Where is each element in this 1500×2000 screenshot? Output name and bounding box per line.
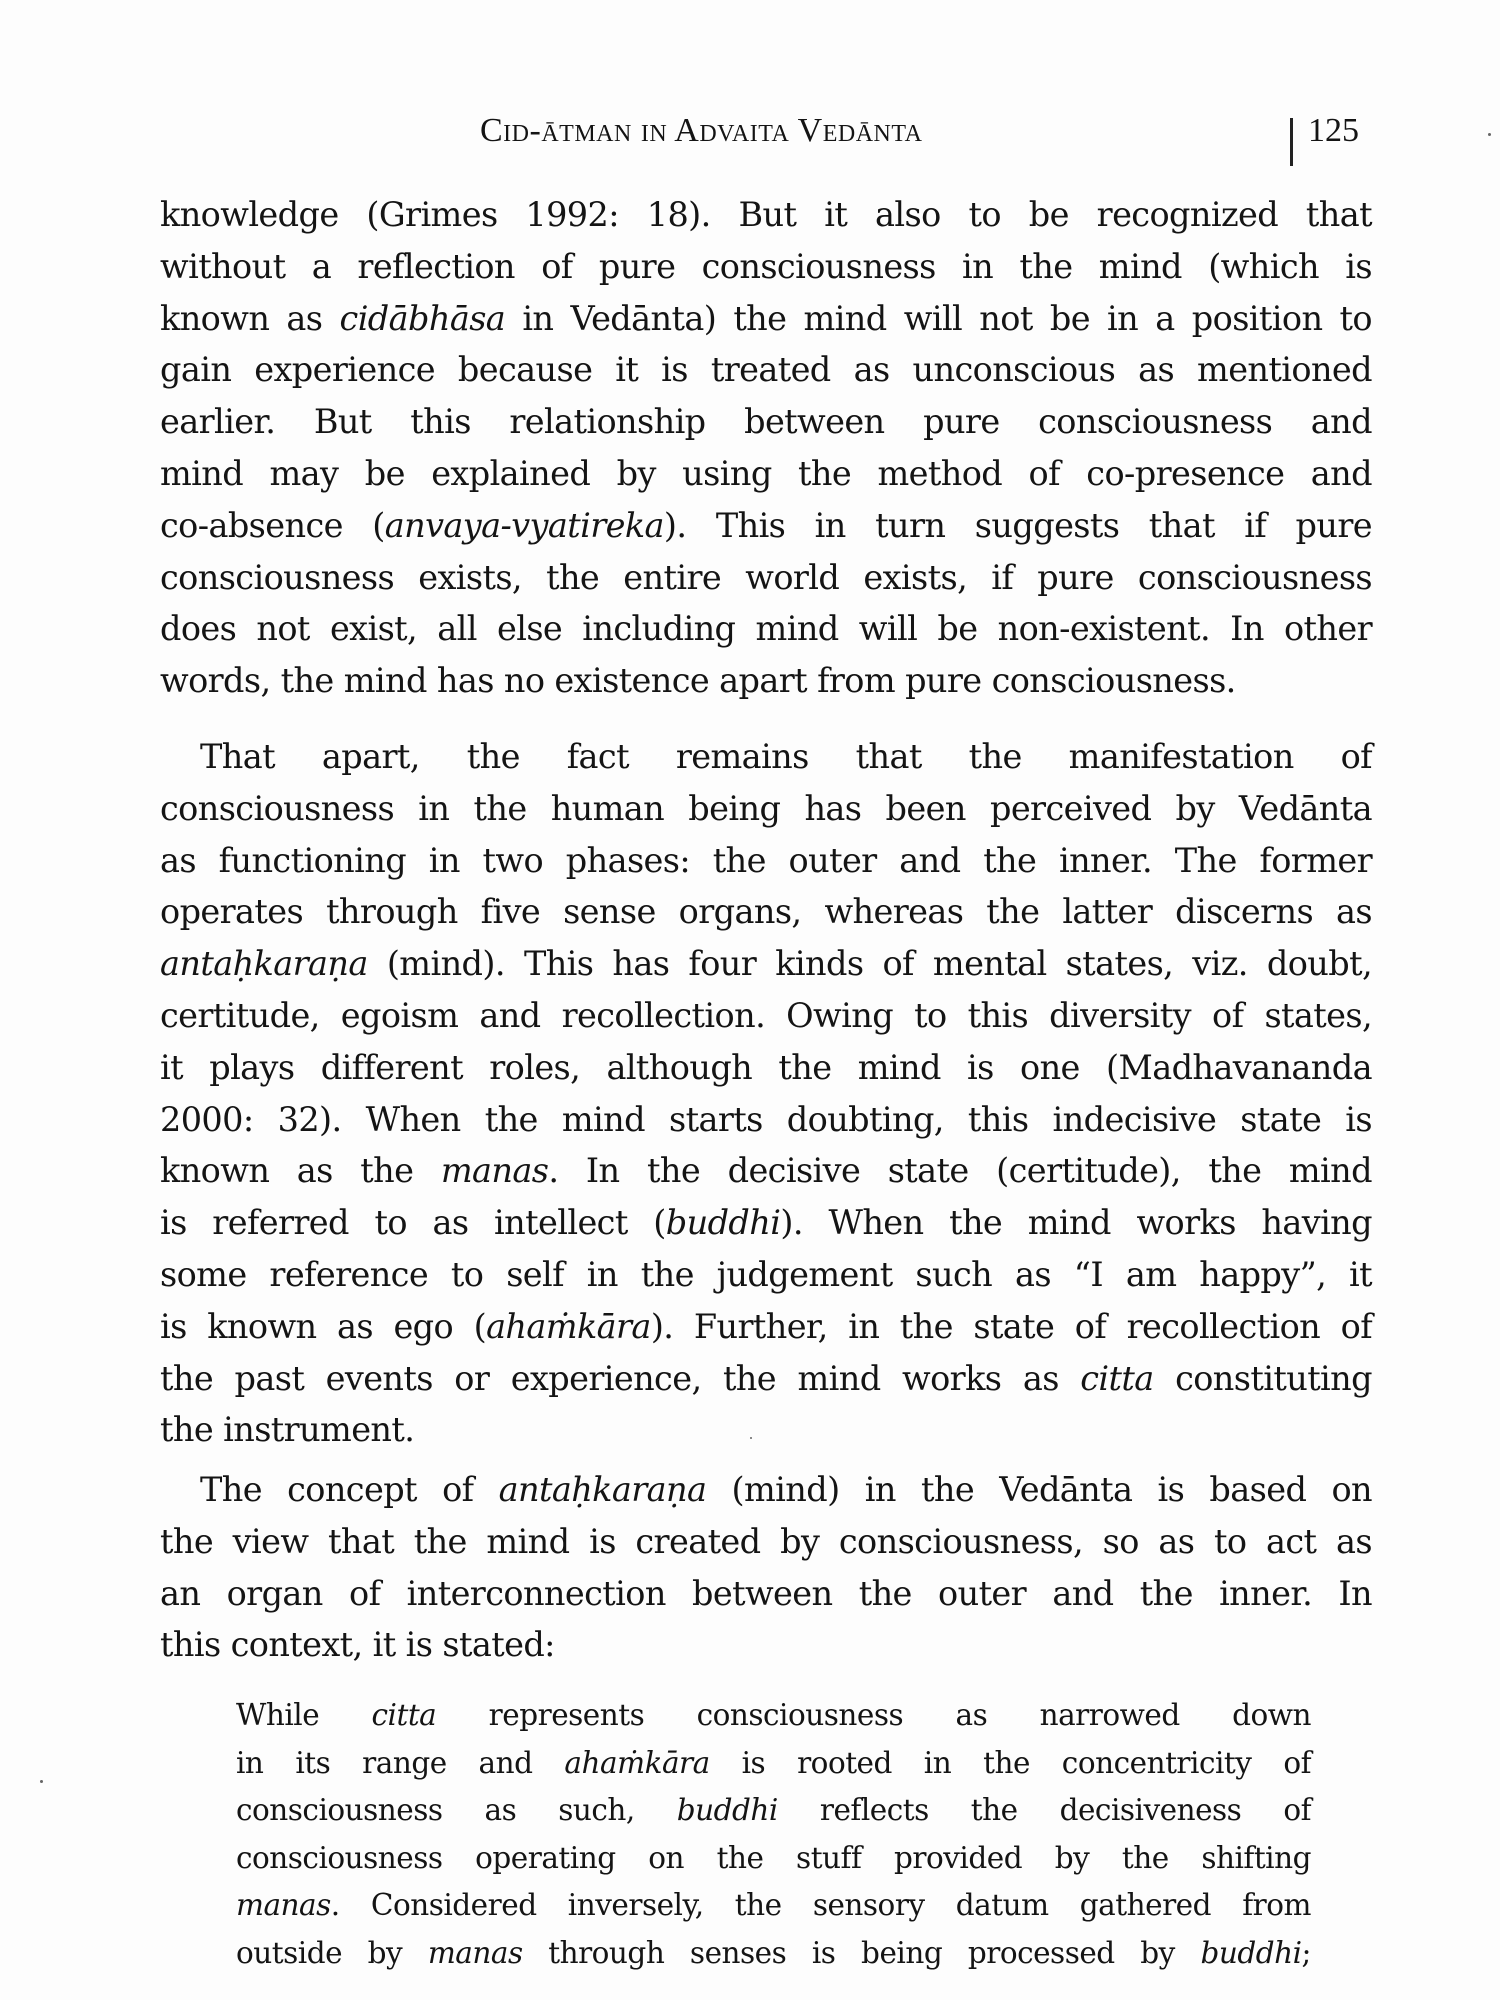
text-run: some reference to self in the judgement such as “I am happy”, it xyxy=(160,1255,1372,1294)
italic-term: buddhi xyxy=(1200,1935,1302,1970)
text-line xyxy=(160,789,1372,829)
text-run: is rooted in the concentricity of xyxy=(709,1745,1312,1780)
text-line xyxy=(160,841,1372,881)
text-line xyxy=(160,1522,1372,1562)
text-run: That apart, the fact remains that the manifestation of xyxy=(200,737,1372,776)
text-run: . Considered inversely, the sensory datum gathered from xyxy=(330,1888,1311,1922)
text-run: reflects the decisiveness of xyxy=(777,1793,1311,1827)
text-run: ; xyxy=(1301,1935,1311,1970)
text-line xyxy=(160,558,1372,598)
italic-term: ahaṁkāra xyxy=(486,1306,651,1346)
text-run: as functioning in two phases: the outer and the inner. The former xyxy=(160,840,1372,880)
italic-term: manas xyxy=(236,1888,331,1922)
text-line xyxy=(160,661,1372,701)
quote-line xyxy=(236,1935,1311,1971)
text-run: without a reflection of pure consciousness in the mind (which is xyxy=(160,246,1372,286)
text-line xyxy=(160,609,1372,649)
text-run: co-absence ( xyxy=(160,505,385,545)
text-run: known as the xyxy=(160,1151,441,1191)
text-line xyxy=(160,892,1372,932)
text-line xyxy=(160,350,1372,390)
italic-term: ahaṁkāra xyxy=(564,1745,710,1780)
italic-term: antaḥkaraṇa xyxy=(498,1470,707,1509)
italic-term: manas xyxy=(427,1935,523,1970)
text-run: the instrument. xyxy=(160,1410,415,1450)
text-line xyxy=(160,1100,1372,1140)
text-line xyxy=(160,1307,1372,1347)
text-run: ). This in turn suggests that if pure xyxy=(663,505,1372,545)
text-line xyxy=(160,1359,1372,1399)
text-run: consciousness as such, xyxy=(236,1793,677,1827)
quote-line xyxy=(236,1792,1311,1828)
text-run: does not exist, all else including mind will be non-existent. In other xyxy=(160,609,1372,649)
text-run: in Vedānta) the mind will not be in a position to xyxy=(505,298,1372,338)
italic-term: manas xyxy=(440,1151,549,1191)
text-run: through senses is being processed by xyxy=(522,1935,1201,1970)
text-line xyxy=(160,1410,1372,1450)
text-run: this context, it is stated: xyxy=(160,1625,555,1665)
text-line xyxy=(160,944,1372,984)
text-run: outside by xyxy=(236,1935,428,1970)
running-head-title: Cid-ātman in Advaita Vedānta xyxy=(480,112,923,149)
text-line xyxy=(160,1203,1372,1243)
text-line xyxy=(160,454,1372,494)
italic-term: citta xyxy=(371,1698,437,1732)
text-run: in its range and xyxy=(236,1745,565,1780)
quote-line xyxy=(236,1745,1311,1781)
italic-term: antaḥkaraṇa xyxy=(160,944,368,984)
text-run: the view that the mind is created by consciousness, so as to act as xyxy=(160,1521,1372,1561)
text-run: 2000: 32). When the mind starts doubting, this indecisive state is xyxy=(160,1099,1372,1139)
text-run: ). When the mind works having xyxy=(780,1203,1372,1243)
text-run: is referred to as intellect ( xyxy=(160,1203,666,1243)
text-run: gain experience because it is treated as unconscious as mentioned xyxy=(160,350,1372,390)
text-line xyxy=(160,506,1372,546)
quote-line xyxy=(236,1840,1311,1876)
text-run: words, the mind has no existence apart from pure consciousness. xyxy=(160,661,1236,701)
text-run: (mind) in the Vedānta is based on xyxy=(706,1470,1372,1509)
scan-speck xyxy=(1488,133,1491,136)
text-line xyxy=(160,1625,1372,1665)
quote-line xyxy=(236,1697,1311,1733)
text-line xyxy=(160,299,1372,339)
text-run: mind may be explained by using the method of co-presence and xyxy=(160,454,1372,493)
text-run: consciousness exists, the entire world exists, if pure consciousness xyxy=(160,557,1372,597)
text-line xyxy=(160,996,1372,1036)
text-run: consciousness operating on the stuff provided by the shifting xyxy=(236,1840,1311,1875)
italic-term: cidābhāsa xyxy=(339,298,506,338)
text-run: knowledge (Grimes 1992: 18). But it also to be recognized that xyxy=(160,195,1372,234)
italic-term: anvaya-vyatireka xyxy=(384,505,664,545)
text-run: an organ of interconnection between the outer and the inner. In xyxy=(160,1573,1372,1613)
text-line xyxy=(160,1151,1372,1191)
text-run: consciousness in the human being has been perceived by Vedānta xyxy=(160,788,1372,828)
text-run: While xyxy=(236,1698,372,1732)
scan-speck xyxy=(750,1437,752,1439)
italic-term: buddhi xyxy=(665,1203,781,1243)
text-line xyxy=(200,1470,1372,1510)
text-line xyxy=(160,402,1372,442)
text-run: (mind). This has four kinds of mental states, viz. doubt, xyxy=(367,944,1372,984)
text-run: earlier. But this relationship between pure consciousness and xyxy=(160,402,1372,442)
quote-line xyxy=(236,1887,1311,1923)
scan-speck xyxy=(40,1780,43,1783)
text-line xyxy=(200,737,1372,777)
text-line xyxy=(160,1048,1372,1088)
text-run: represents consciousness as narrowed down xyxy=(436,1698,1311,1732)
italic-term: buddhi xyxy=(676,1793,778,1827)
text-run: it plays different roles, although the mind is one (Madhavananda xyxy=(160,1047,1372,1087)
text-run: operates through five sense organs, whereas the latter discerns as xyxy=(160,892,1372,932)
text-run: is known as ego ( xyxy=(160,1306,487,1346)
text-line xyxy=(160,247,1372,287)
text-run: constituting xyxy=(1153,1358,1372,1398)
text-run: ). Further, in the state of recollection of xyxy=(650,1306,1372,1346)
text-run: . In the decisive state (certitude), the mind xyxy=(548,1151,1372,1191)
italic-term: citta xyxy=(1080,1358,1154,1398)
page-number: 125 xyxy=(1308,112,1359,149)
text-run: known as xyxy=(160,298,340,338)
header-divider xyxy=(1290,118,1293,166)
text-line xyxy=(160,195,1372,235)
text-run: certitude, egoism and recollection. Owing to this diversity of states, xyxy=(160,996,1372,1035)
text-run: The concept of xyxy=(200,1470,499,1509)
text-run: the past events or experience, the mind works as xyxy=(160,1358,1081,1398)
text-line xyxy=(160,1255,1372,1295)
text-line xyxy=(160,1574,1372,1614)
